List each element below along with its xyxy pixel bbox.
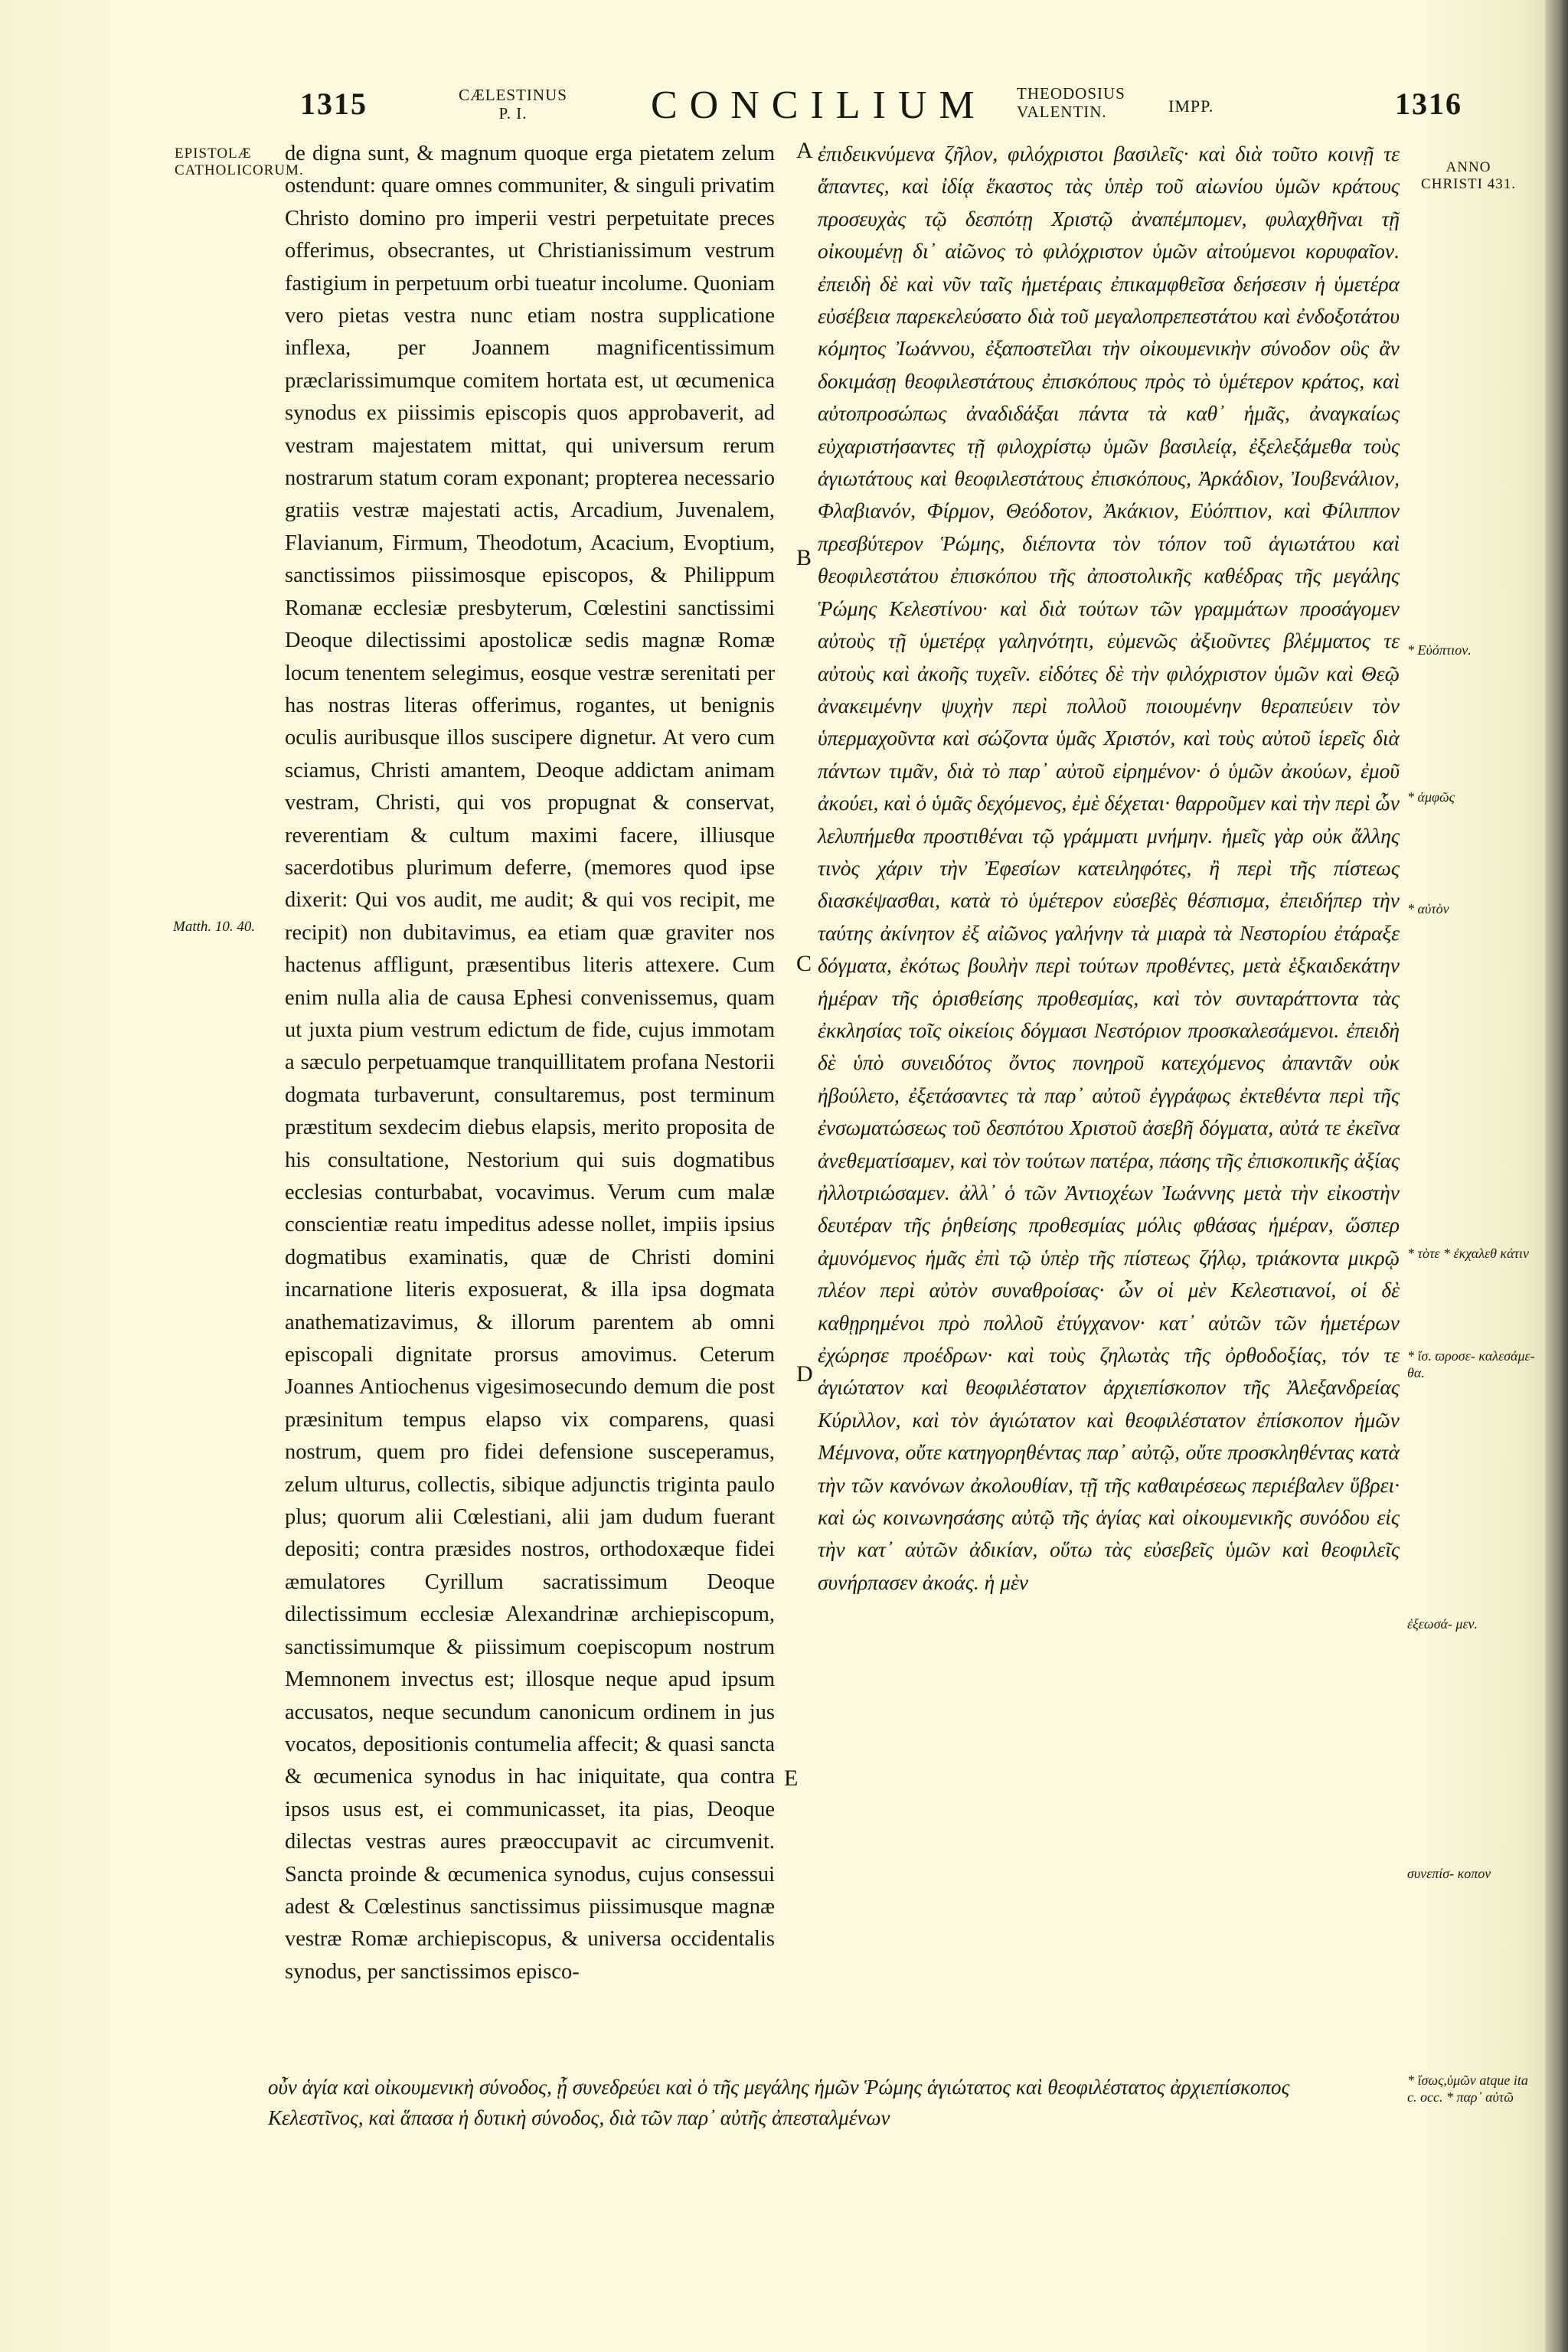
- left-running-head-line1: CÆLESTINUS: [459, 86, 567, 104]
- right-page-number: 1316: [1395, 87, 1462, 121]
- section-letter-c: C: [796, 951, 812, 976]
- margin-note-greek-1: * Εὐόπτιον.: [1407, 642, 1472, 658]
- section-letter-b: B: [796, 545, 812, 570]
- margin-note-greek-2: * ἀμφῶς: [1407, 789, 1455, 805]
- right-running-head: [1017, 84, 1170, 121]
- page-title: CONCILIUM: [651, 83, 987, 127]
- margin-note-greek-4: * τὸτε * ἐκχαλεθ κάτιν: [1407, 1246, 1529, 1261]
- greek-continuation: οὖν ἁγία καὶ οἰκουμενικὴ σύνοδος, ᾗ συνεδρεύει καὶ ὁ τῆς μεγάλης ἡμῶν Ῥώμης ἁγιώτατος καὶ θεοφιλέστατος ἀρχιεπίσκοπος Κελεστῖνος, καὶ ἅπασα ἡ δυτικὴ σύνοδος, διὰ τῶν παρ᾽ αὐτῆς ἀπεσταλμένων: [268, 2076, 1290, 2129]
- greek-column: [818, 138, 1400, 1599]
- right-running-head-suffix: IMPP.: [1168, 96, 1214, 116]
- margin-note-greek-3: * αὐτὸν: [1407, 901, 1449, 916]
- left-running-head-line2: P. I.: [498, 104, 528, 122]
- margin-note-greek-6: ἐξεωσά- μεν.: [1407, 1616, 1478, 1632]
- margin-note-epistolae: EPISTOLÆ CATHOLICORUM.: [175, 145, 304, 178]
- margin-note-anno: ANNO CHRISTI 431.: [1421, 159, 1516, 192]
- right-running-head-line2: VALENTIN.: [1017, 103, 1107, 121]
- latin-text: de digna sunt, & magnum quoque erga pietatem zelum ostendunt: quare omnes communiter, & singuli privatim Christo domino pro imperii vestri perpetuitate preces offerimus, obsecrantes, ut Christianissimum vestrum fastigium in perpetuum orbi tueatur incolume. Quoniam vero pietas vestra nunc etiam nostra supplicatione inflexa, per Joannem magnificentissimum præclarissimumque comitem hortata est, ut œcumenica synodus ex piissimis episcopis quos approbaverit, ad vestram majestatem mittat, qui universum rerum nostrarum statum coram exponant; propterea necessario gratiis vestræ majestati actis, Arcadium, Juvenalem, Flavianum, Firmum, Theodotum, Acacium, Evoptium, sanctissimos piissimosque episcopos, & Philippum Romanæ ecclesiæ presbyterum, Cœlestini sanctissimi Deoque dilectissimi apostolicæ sedis magnæ Romæ locum tenentem selegimus, eosque vestræ serenitati per has nostras literas offerimus, rogantes, ut benignis oculis auribusque illos suscipere dignetur. At vero cum sciamus, Christi amantem, Deoque addictam animam vestram, Christi, qui vos propugnat & conservat, reverentiam & cultum maximi facere, illiusque sacerdotibus plurimum deferre, (memores quod ipse dixerit: Qui vos audit, me audit; & qui vos recipit, me recipit) non dubitavimus, ea etiam quæ graviter nos hactenus affligunt, præsentibus literis attexere. Cum enim nulla alia de causa Ephesi convenissemus, quam ut juxta pium vestrum edictum de fide, cujus immotam a sæculo perpetuamque tranquillitatem profana Nestorii dogmata turbaverunt, consultaremus, post terminum præstitum sexdecim diebus elapsis, merito proposita de his consultatione, Nestorium qui suis dogmatibus ecclesias conturbabat, vocavimus. Verum cum malæ conscientiæ reatu impeditus adesse nollet, impiis ipsius dogmatibus examinatis, quæ de Christi domini incarnatione literis exposuerat, & illa ipsa dogmata anathematizavimus, & illorum parentem ab omni episcopali dignitate prorsus amovimus. Ceterum Joannes Antiochenus vigesimosecundo demum die post præsinitum tempus elapso vix comparens, quasi nostrum, quem pro fidei defensione susceperamus, zelum ulturus, collectis, sibique adjunctis triginta paulo plus; quorum alii Cœlestiani, alii jam dudum fuerant depositi; contra præsides nostros, orthodoxæque fidei æmulatores Cyrillum sacratissimum Deoque dilectissimum ecclesiæ Alexandrinæ archiepiscopum, sanctissimumque & piissimum coepiscopum nostrum Memnonem invectus est; illosque neque apud ipsum accusatos, neque secundum canonicum ordinem in jus vocatos, depositionis contumelia affecit; & quasi sancta & œcumenica synodus in hac iniquitate, qua contra ipsos usus est, ei communicasset, ita pias, Deoque dilectas vestras aures præoccupavit ac circumvenit. Sancta proinde & œcumenica synodus, cujus consessui adest & Cœlestinus sanctissimus piissimusque magnæ vestræ Romæ archiepiscopus, & universa occidentalis synodus, per sanctissimos episco-: [285, 142, 775, 1984]
- left-page-number: 1315: [300, 87, 368, 121]
- greek-text: ἐπιδεικνύμενα ζῆλον, φιλόχριστοι βασιλεῖς· καὶ διὰ τοῦτο κοινῇ τε ἅπαντες, καὶ ἰδίᾳ ἕκαστος τὰς ὑπὲρ τοῦ αἰωνίου ὑμῶν κράτους προσευχὰς τῷ δεσπότῃ Χριστῷ ἀναπέμπομεν, φυλαχθῆναι τῇ οἰκουμένῃ δι᾽ αἰῶνος τὸ φιλόχριστον ὑμῶν αἰτούμενοι κορυφαῖον. ἐπειδὴ δὲ καὶ νῦν ταῖς ἡμετέραις ἐπικαμφθεῖσα δεήσεσιν ἡ ὑμετέρα εὐσέβεια παρεκελεύσατο διὰ τοῦ μεγαλοπρεπεστάτου καὶ ἐνδοξοτάτου κόμητος Ἰωάννου, ἐξαποστεῖλαι τὴν οἰκουμενικὴν σύνοδον οὓς ἂν δοκιμάσῃ θεοφιλεστάτους ἐπισκόπους πρὸς τὸ ὑμέτερον κράτος, καὶ αὐτοπροσώπως ἀναδιδάξαι πάντα τὰ καθ᾽ ἡμᾶς, ἀναγκαίως εὐχαριστήσαντες τῇ φιλοχρίστῳ ὑμῶν βασιλείᾳ, ἐξελεξάμεθα τοὺς ἁγιωτάτους καὶ θεοφιλεστάτους ἐπισκόπους, Ἀρκάδιον, Ἰουβενάλιον, Φλαβιανόν, Φίρμον, Θεόδοτον, Ἀκάκιον, Εὐόπτιον, καὶ Φίλιππον πρεσβύτερον Ῥώμης, διέποντα τὸν τόπον τοῦ ἁγιωτάτου καὶ θεοφιλεστάτου ἐπισκόπου τῆς ἀποστολικῆς καθέδρας τῆς μεγάλης Ῥώμης Κελεστίνου· καὶ διὰ τούτων τῶν γραμμάτων προσάγομεν αὐτοὺς τῇ ὑμετέρᾳ γαληνότητι, εὐμενῶς ἀξιοῦντες βλέμματος τε αὐτοὺς καὶ ἀκοῆς τυχεῖν. εἰδότες δὲ τὴν φιλόχριστον ὑμῶν καὶ Θεῷ ἀνακειμένην ψυχὴν περὶ πολλοῦ ποιουμένην θεραπεύειν τὸν ὑπερμαχοῦντα καὶ σώζοντα ὑμᾶς Χριστόν, καὶ τοὺς αὐτοῦ ἱερεῖς διὰ πάντων τιμᾶν, διὰ τὸ παρ᾽ αὐτοῦ εἰρημένον· ὁ ὑμῶν ἀκούων, ἐμοῦ ἀκούει, καὶ ὁ ὑμᾶς δεχόμενος, ἐμὲ δέχεται· θαρροῦμεν καὶ τὴν περὶ ὧν λελυπήμεθα προστιθέναι τῷ γράμματι μνήμην. ἡμεῖς γὰρ οὐκ ἄλλης τινὸς χάριν τὴν Ἐφεσίων κατειληφότες, ἢ περὶ τῆς πίστεως διασκέψασθαι, κατὰ τὸ ὑμέτερον εὐσεβὲς θέσπισμα, ἐπειδήπερ τὴν ταύτης ἀκίνητον ἐξ αἰῶνος γαλήνην τὰ μιαρὰ τὰ Νεστορίου ἐτάραξε δόγματα, ἐκότως βουλὴν περὶ τούτων προθέντες, μετὰ ἑξκαιδεκάτην ἡμέραν τῆς ὁρισθείσης προθεσμίας, καὶ τὸν συνταράττοντα τὰς ἐκκλησίας τοῖς οἰκείοις δόγμασι Νεστόριον προσκαλεσάμενοι. ἐπειδὴ δὲ ὑπὸ συνειδότος ὄντος πονηροῦ κατεχόμενος ἀπαντᾶν οὐκ ἠβούλετο, ἐξετάσαντες τὰ παρ᾽ αὐτοῦ ἐγγράφως ἐκτεθέντα περὶ τῆς ἐνσωματώσεως τοῦ δεσπότου Χριστοῦ ἀσεβῆ δόγματα, αὐτά τε ἐκεῖνα ἀνεθεματίσαμεν, καὶ τὸν τούτων πατέρα, πάσης τῆς ἐπισκοπικῆς ἀξίας ἠλλοτριώσαμεν. ἀλλ᾽ ὁ τῶν Ἀντιοχέων Ἰωάννης μετὰ τὴν εἰκοστὴν δευτέραν τῆς ῥηθείσης προθεσμίας μόλις φθάσας ἡμέραν, ὥσπερ ἀμυνόμενος ἡμᾶς ἐπὶ τῷ ὑπὲρ τῆς πίστεως ζήλῳ, τριάκοντα μικρῷ πλέον περὶ αὐτὸν συναθροίσας· ὧν οἱ μὲν Κελεστιανοί, οἱ δὲ καθῃρημένοι πρὸ πολλοῦ ἐτύγχανον· κατ᾽ αὐτῶν τῶν ἡμετέρων ἐχώρησε προέδρων· καὶ τοὺς ζηλωτὰς τῆς ὀρθοδοξίας, τόν τε ἁγιώτατον καὶ θεοφιλέστατον ἀρχιεπίσκοπον τῆς Ἀλεξανδρείας Κύριλλον, καὶ τὸν ἁγιώτατον καὶ θεοφιλέστατον ἐπίσκοπον ἡμῶν Μέμνονα, οὔτε κατηγορηθέντας παρ᾽ αὐτῷ, οὔτε προσκληθέντας κατὰ τὴν τῶν κανόνων ἀκολουθίαν, τῇ τῆς καθαιρέσεως περιέβαλεν ὕβρει· καὶ ὡς κοινωνησάσης αὐτῷ τῆς ἁγίας καὶ οἰκουμενικῆς συνόδου εἰς τὴν κατ᾽ αὐτῶν ἀδικίαν, οὕτω τὰς εὐσεβεῖς ὑμῶν καὶ θεοφιλεῖς συνήρπασεν ἀκοάς. ἡ μὲν: [818, 142, 1400, 1594]
- left-running-head: [436, 86, 590, 122]
- margin-note-greek-8: * ἴσως,ὑμῶν atque ita c. occ. * παρ᾽ αὐτῶ: [1407, 2073, 1528, 2105]
- latin-column: [285, 138, 775, 1988]
- section-letter-d: D: [796, 1361, 813, 1387]
- margin-note-greek-7: συνεπίσ- κοπον: [1407, 1866, 1491, 1881]
- page-gutter-shadow: [1545, 0, 1568, 2352]
- margin-note-matthew: Matth. 10. 40.: [173, 919, 256, 935]
- right-running-head-line1: THEODOSIUS: [1017, 84, 1125, 103]
- section-letter-a: A: [796, 138, 813, 163]
- margin-note-greek-5: * ἴσ. ϖροσε- καλεσάμε- θα.: [1407, 1348, 1535, 1380]
- section-letter-e: E: [784, 1766, 799, 1791]
